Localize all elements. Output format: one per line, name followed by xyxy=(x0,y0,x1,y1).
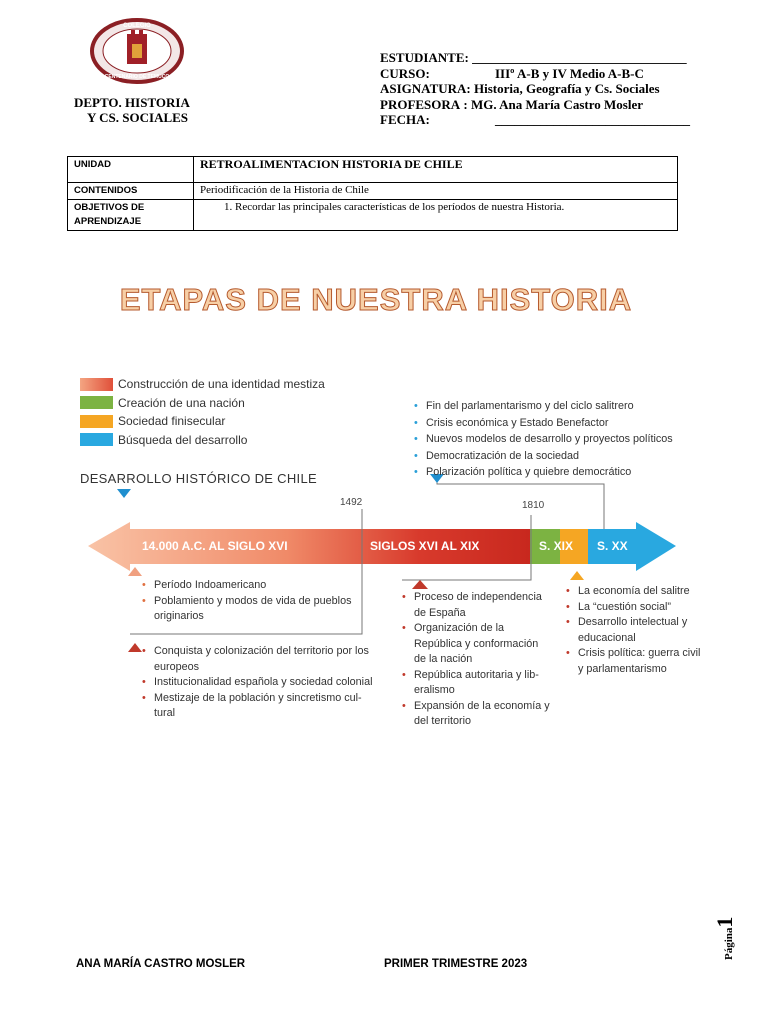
legend-label: Búsqueda del desarrollo xyxy=(118,432,248,447)
dept-line-1: DEPTO. HISTORIA xyxy=(74,95,190,110)
footer-term: PRIMER TRIMESTRE 2023 xyxy=(384,958,528,970)
marker-up-orange xyxy=(128,567,142,576)
bullet-dot: • xyxy=(414,449,418,462)
unit-value: RETROALIMENTACION HISTORIA DE CHILE xyxy=(194,157,678,183)
student-label: ESTUDIANTE: xyxy=(380,50,469,65)
objectives-label-line-2: APRENDIZAJE xyxy=(74,216,142,227)
bullet-text: Crisis económica y Estado Benefactor xyxy=(426,416,609,429)
bullet-text: Conquista y colonización del territorio por los europeos xyxy=(154,645,369,673)
teacher-value: : MG. Ana María Castro Mosler xyxy=(463,96,643,112)
subject-label: ASIGNATURA: xyxy=(380,81,471,96)
logo-text-top: COLEGIO xyxy=(123,23,151,29)
subject-value: Historia, Geografía y Cs. Sociales xyxy=(474,81,660,96)
bullet-text: República autoritaria y lib-eralismo xyxy=(414,668,539,696)
list-item xyxy=(402,621,552,668)
bullet-text: Nuevos modelos de desarrollo y proyectos políticos xyxy=(426,433,673,445)
contents-label: CONTENIDOS xyxy=(68,183,194,200)
legend-label: Construcción de una identidad mestiza xyxy=(118,377,325,392)
segment-label-4: S. XX xyxy=(597,539,628,553)
list-item xyxy=(142,675,382,691)
marker-up-red-2 xyxy=(412,580,428,589)
page-word: Página xyxy=(723,927,735,960)
bullet-dot: • xyxy=(566,585,570,597)
bullet-dot: • xyxy=(566,647,570,659)
objectives-value: 1. Recordar las principales características de los períodos de nuestra Historia. xyxy=(194,200,678,231)
footer-author: ANA MARÍA CASTRO MOSLER xyxy=(76,958,246,970)
year-1810: 1810 xyxy=(522,500,545,511)
bullet-dot: • xyxy=(402,699,406,712)
bullets-colonial xyxy=(142,644,382,722)
list-item xyxy=(414,398,673,415)
year-1492: 1492 xyxy=(340,497,363,508)
bullet-dot: • xyxy=(566,600,570,613)
list-item xyxy=(566,615,706,646)
bullet-dot: • xyxy=(142,594,146,607)
bullet-text: Desarrollo intelectual y educacional xyxy=(578,616,688,644)
list-item xyxy=(566,584,706,600)
dept-line-2: Y CS. SOCIALES xyxy=(87,110,189,125)
marker-up-orange-2 xyxy=(570,571,584,580)
bullet-text: Crisis política: guerra civil y parlamentarismo xyxy=(578,647,701,675)
segment-label-1: 14.000 A.C. AL SIGLO XVI xyxy=(142,539,288,553)
date-label: FECHA: xyxy=(380,112,430,127)
page-number-value: 1 xyxy=(712,916,737,928)
bullet-text: Organización de la República y conformación de la nación xyxy=(414,622,539,665)
list-item xyxy=(566,600,706,616)
list-item xyxy=(566,646,706,677)
student-field[interactable]: _________________________________ xyxy=(472,50,687,65)
segment-label-3: S. XIX xyxy=(539,539,574,553)
list-item xyxy=(142,644,382,675)
bullet-dot: • xyxy=(142,645,146,657)
list-item xyxy=(414,415,673,432)
bullet-text: La economía del salitre xyxy=(578,585,690,597)
bullet-text: Mestizaje de la población y sincretismo cul-tural xyxy=(154,691,362,719)
bullet-dot: • xyxy=(402,668,406,681)
bullets-20th-century xyxy=(414,398,673,481)
list-item xyxy=(414,464,673,481)
objectives-label-line-1: OBJETIVOS DE xyxy=(74,202,145,213)
connector-top xyxy=(437,478,604,529)
list-item xyxy=(414,448,673,465)
bullet-text: Fin del parlamentarismo y del ciclo salitrero xyxy=(426,400,634,412)
marker-up-red xyxy=(128,643,142,652)
bullets-19th-century xyxy=(566,584,706,677)
bullet-text: Democratización de la sociedad xyxy=(426,449,580,462)
bullet-dot: • xyxy=(414,416,418,429)
list-item xyxy=(414,431,673,448)
logo-text-bottom: CENTENARIO DE TEMUCO xyxy=(104,74,170,80)
segment-label-2: SIGLOS XVI AL XIX xyxy=(370,539,480,553)
bullet-dot: • xyxy=(566,616,570,628)
bullet-dot: • xyxy=(142,691,146,704)
bullet-dot: • xyxy=(142,579,146,591)
unit-label: UNIDAD xyxy=(68,157,194,183)
contents-value: Periodificación de la Historia de Chile xyxy=(194,183,678,200)
list-item xyxy=(402,699,552,730)
bullet-text: La “cuestión social” xyxy=(578,600,672,613)
legend-label: Creación de una nación xyxy=(118,395,245,410)
list-item xyxy=(402,590,552,621)
marker-down-blue xyxy=(117,489,131,498)
course-value: IIIº A-B y IV Medio A-B-C xyxy=(495,65,644,81)
bullet-dot: • xyxy=(142,676,146,688)
list-item xyxy=(142,691,382,722)
teacher-label: PROFESORA xyxy=(380,96,461,112)
legend-label: Sociedad finisecular xyxy=(118,414,226,429)
bullet-dot: • xyxy=(402,591,406,603)
bullet-dot: • xyxy=(414,466,418,478)
bullet-text: Período Indoamericano xyxy=(154,579,267,591)
course-label: CURSO: xyxy=(380,65,430,81)
bullet-dot: • xyxy=(414,433,418,445)
bullet-text: Poblamiento y modos de vida de pueblos originarios xyxy=(154,594,352,622)
list-item xyxy=(142,594,372,625)
page-title: ETAPAS DE NUESTRA HISTORIA xyxy=(119,282,633,317)
bullets-republic xyxy=(402,590,552,730)
page-number xyxy=(712,917,738,960)
bullet-text: Institucionalidad española y sociedad colonial xyxy=(154,676,373,688)
bullet-text: Polarización política y quiebre democrático xyxy=(426,466,632,478)
bullet-dot: • xyxy=(414,400,418,412)
bullet-text: Expansión de la economía y del territorio xyxy=(414,699,550,727)
list-item xyxy=(142,578,372,594)
timeline-title: DESARROLLO HISTÓRICO DE CHILE xyxy=(80,471,317,486)
bullet-text: Proceso de independencia de España xyxy=(414,591,542,619)
date-field[interactable]: ______________________________ xyxy=(495,112,690,127)
list-item xyxy=(402,668,552,699)
bullets-indoamerican xyxy=(142,578,372,625)
bullet-dot: • xyxy=(402,622,406,634)
